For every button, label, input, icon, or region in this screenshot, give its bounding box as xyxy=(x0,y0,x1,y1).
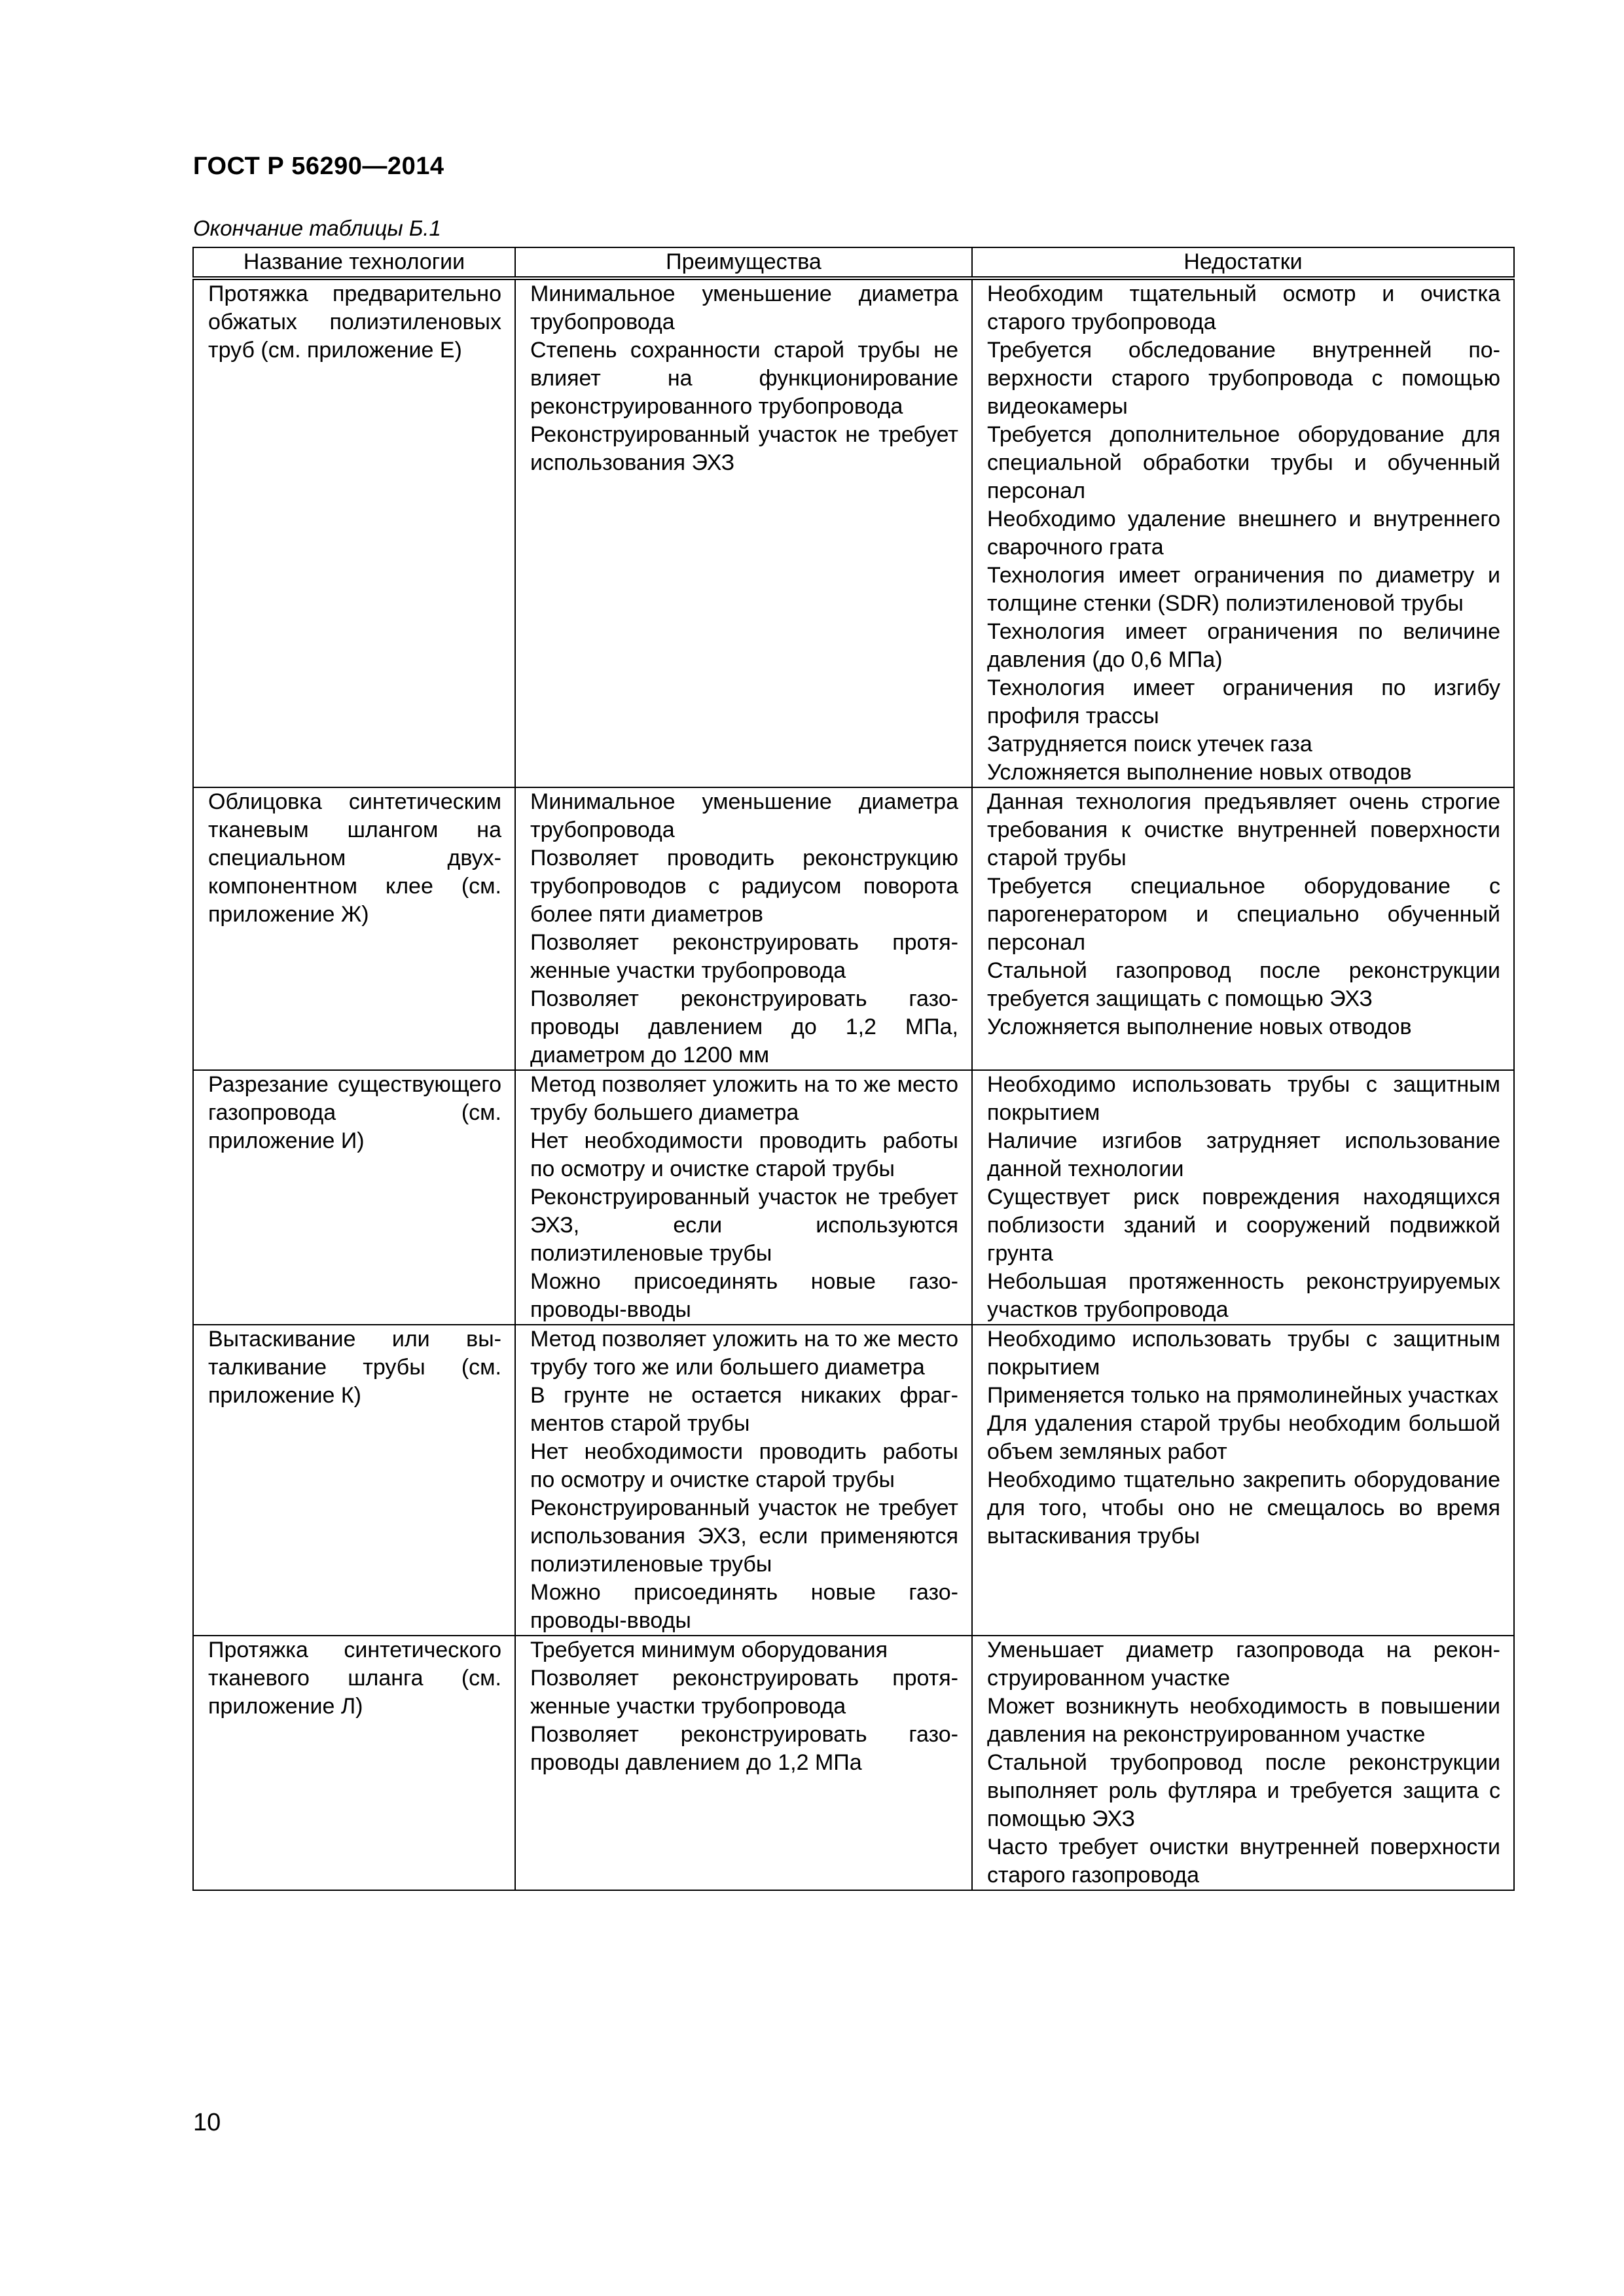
disadvantages-cell xyxy=(972,1070,1514,1325)
advantages-cell xyxy=(515,278,972,787)
disadvantages-cell xyxy=(972,278,1514,787)
advantage-item: Метод позволяет уложить на то же место трубу большего диаметра xyxy=(530,1072,958,1125)
table-caption: Окончание таблицы Б.1 xyxy=(193,216,441,240)
disadvantage-item: Может возникнуть необходимость в повышении давления на реконструированном участке xyxy=(987,1694,1500,1747)
advantage-item: Позволяет реконструировать протяженные участки трубопровода xyxy=(530,930,958,983)
disadvantage-item: Затрудняется поиск утечек газа xyxy=(987,732,1312,757)
advantage-item: Нет необходимости проводить работы по осмотру и очистке старой трубы xyxy=(530,1128,958,1181)
disadvantage-item: Технология имеет ограничения по величине давления (до 0,6 МПа) xyxy=(987,619,1500,672)
advantages-cell xyxy=(515,1325,972,1636)
technology-name-cell: Вытаскивание или выталкивание трубы (см. приложение К) xyxy=(193,1325,515,1636)
disadvantage-item: Стальной газопровод после реконструкции требуется защищать с помощью ЭХЗ xyxy=(987,958,1500,1011)
disadvantage-item: Необходимо использовать трубы с защитным покрытием xyxy=(987,1327,1500,1380)
disadvantage-item: Усложняется выполнение новых отводов xyxy=(987,1014,1412,1039)
table-row xyxy=(193,1325,1514,1636)
disadvantage-item: Для удаления старой трубы необходим большой объем земляных работ xyxy=(987,1411,1500,1464)
advantage-item: Реконструированный участок не требует использования ЭХЗ xyxy=(530,422,958,475)
advantage-item: Минимальное уменьшение диаметра трубопровода xyxy=(530,281,958,334)
disadvantage-item: Наличие изгибов затрудняет использование данной технологии xyxy=(987,1128,1500,1181)
disadvantage-item: Данная технология предъявляет очень строгие требования к очистке внутренней поверхности старой трубы xyxy=(987,789,1500,870)
technology-name-cell: Протяжка синтетического тканевого шланга (см. приложение Л) xyxy=(193,1636,515,1890)
table-header-row xyxy=(193,247,1514,278)
disadvantage-item: Применяется только на прямолинейных участках xyxy=(987,1383,1499,1408)
disadvantage-item: Необходимо удаление внешнего и внутреннего сварочного грата xyxy=(987,507,1500,560)
advantage-item: Можно присоединять новые газопроводы-вводы xyxy=(530,1580,958,1633)
advantage-item: Позволяет реконструировать протяженные участки трубопровода xyxy=(530,1666,958,1719)
disadvantage-item: Требуется дополнительное оборудование для специальной обработки трубы и обученный персонал xyxy=(987,422,1500,503)
disadvantages-cell xyxy=(972,1325,1514,1636)
header-advantages: Преимущества xyxy=(515,247,972,278)
disadvantage-item: Небольшая протяженность реконструируемых участков трубопровода xyxy=(987,1269,1500,1322)
advantage-item: Реконструированный участок не требует ЭХЗ, если используются полиэтиленовые трубы xyxy=(530,1185,958,1266)
advantage-item: Требуется минимум оборудования xyxy=(530,1638,888,1662)
disadvantage-item: Необходимо тщательно закрепить оборудование для того, чтобы оно не смещалось во время вытаскивания трубы xyxy=(987,1467,1500,1549)
disadvantage-item: Необходимо использовать трубы с защитным покрытием xyxy=(987,1072,1500,1125)
header-technology-name: Название технологии xyxy=(193,247,515,278)
technology-name-cell: Разрезание существующего газопровода (см. приложение И) xyxy=(193,1070,515,1325)
disadvantage-item: Необходим тщательный осмотр и очистка старого трубопровода xyxy=(987,281,1500,334)
disadvantage-item: Технология имеет ограничения по диаметру и толщине стенки (SDR) полиэтиленовой трубы xyxy=(987,563,1500,616)
table-row xyxy=(193,1636,1514,1890)
table-row xyxy=(193,1070,1514,1325)
disadvantage-item: Существует риск повреждения находящихся поблизости зданий и сооружений подвижкой грунта xyxy=(987,1185,1500,1266)
technology-name-cell: Облицовка синтетическим тканевым шлангом на специальном двухкомпонентном клее (см. приложение Ж) xyxy=(193,787,515,1070)
disadvantage-item: Стальной трубопровод после реконструкции выполняет роль футляра и требуется защита с помощью ЭХЗ xyxy=(987,1750,1500,1831)
advantage-item: Можно присоединять новые газопроводы-вводы xyxy=(530,1269,958,1322)
advantages-cell xyxy=(515,1636,972,1890)
advantage-item: Нет необходимости проводить работы по осмотру и очистке старой трубы xyxy=(530,1439,958,1492)
technology-name-cell: Протяжка предварительно обжатых полиэтиленовых труб (см. приложение Е) xyxy=(193,278,515,787)
advantage-item: Позволяет проводить реконструкцию трубопроводов с радиусом поворота более пяти диаметров xyxy=(530,846,958,927)
advantage-item: Позволяет реконструировать газопроводы давлением до 1,2 МПа, диаметром до 1200 мм xyxy=(530,986,958,1067)
page-number: 10 xyxy=(193,2109,221,2136)
disadvantages-cell xyxy=(972,787,1514,1070)
advantages-cell xyxy=(515,1070,972,1325)
disadvantage-item: Требуется обследование внутренней поверхности старого трубопровода с помощью видеокамеры xyxy=(987,338,1500,419)
table-row xyxy=(193,278,1514,787)
disadvantage-item: Требуется специальное оборудование с парогенератором и специально обученный персонал xyxy=(987,874,1500,955)
disadvantage-item: Уменьшает диаметр газопровода на реконструированном участке xyxy=(987,1638,1500,1691)
advantage-item: Метод позволяет уложить на то же место трубу того же или большего диаметра xyxy=(530,1327,958,1380)
disadvantage-item: Технология имеет ограничения по изгибу профиля трассы xyxy=(987,675,1500,728)
advantage-item: Реконструированный участок не требует использования ЭХЗ, если применяются полиэтиленовые трубы xyxy=(530,1496,958,1577)
technology-table xyxy=(192,247,1515,1891)
document-header: ГОСТ Р 56290—2014 xyxy=(193,152,444,180)
advantage-item: В грунте не остается никаких фрагментов старой трубы xyxy=(530,1383,958,1436)
advantage-item: Позволяет реконструировать газопроводы давлением до 1,2 МПа xyxy=(530,1722,958,1775)
advantage-item: Минимальное уменьшение диаметра трубопровода xyxy=(530,789,958,842)
disadvantage-item: Усложняется выполнение новых отводов xyxy=(987,760,1412,785)
disadvantage-item: Часто требует очистки внутренней поверхности старого газопровода xyxy=(987,1835,1500,1888)
advantage-item: Степень сохранности старой трубы не влияет на функционирование реконструированного трубопровода xyxy=(530,338,958,419)
table-row xyxy=(193,787,1514,1070)
header-disadvantages: Недостатки xyxy=(972,247,1514,278)
disadvantages-cell xyxy=(972,1636,1514,1890)
advantages-cell xyxy=(515,787,972,1070)
